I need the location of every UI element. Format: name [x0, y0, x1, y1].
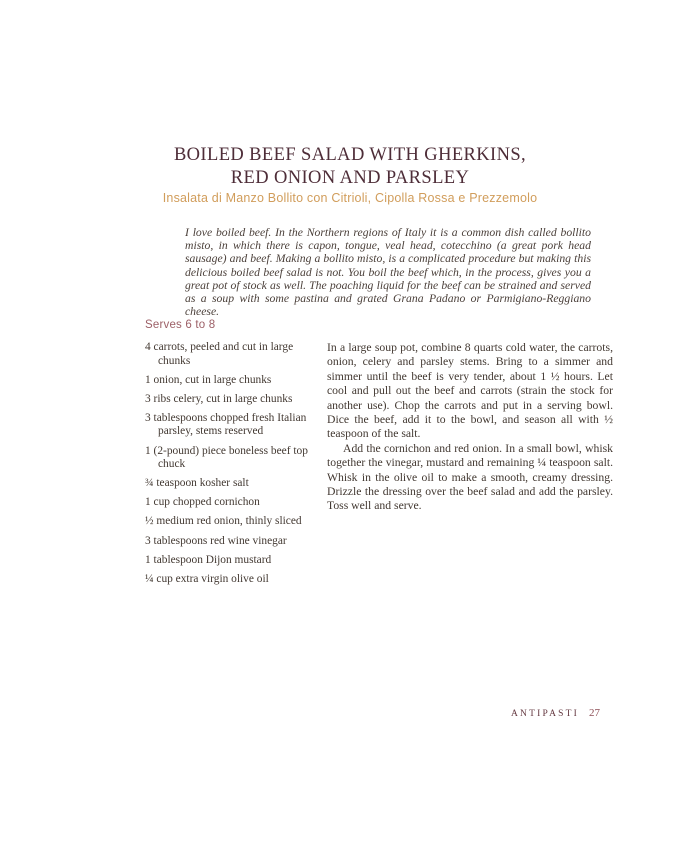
- ingredient-item: 3 tablespoons chopped fresh Italian parsley, stems reserved: [145, 411, 307, 438]
- ingredient-item: 1 (2-pound) piece boneless beef top chuck: [145, 444, 308, 471]
- footer-page-number: 27: [589, 707, 600, 719]
- ingredient-item: ½ medium red onion, thinly sliced: [145, 515, 302, 528]
- footer-section-label: ANTIPASTI: [510, 709, 579, 719]
- ingredient-item: 3 ribs celery, cut in large chunks: [145, 392, 293, 405]
- ingredient-item: 1 tablespoon Dijon mustard: [145, 553, 272, 566]
- instruction-paragraph: In a large soup pot, combine 8 quarts cold water, the carrots, onion, celery and parsley stems. Bring to a simmer and simmer until the beef is very tender, about 1 ½ hours. Let cool and pull out the beef and carrots (strain the stock for another use). Chop the carrots and put in a serving bowl. Dice the beef, add it to the bowl, and season all with ½ teaspoon of the salt.: [327, 341, 613, 441]
- recipe-title-line-1: BOILED BEEF SALAD WITH GHERKINS,: [173, 145, 527, 165]
- ingredient-item: 1 onion, cut in large chunks: [145, 373, 272, 386]
- recipe-title: [0, 144, 700, 190]
- ingredient-item: 3 tablespoons red wine vinegar: [145, 534, 287, 547]
- serves-label: Serves 6 to 8: [145, 319, 216, 331]
- ingredient-item: ¼ cup extra virgin olive oil: [145, 572, 269, 585]
- recipe-subtitle-italian: Insalata di Manzo Bollito con Citrioli, Cipolla Rossa e Prezzemolo: [162, 191, 538, 205]
- ingredient-item: ¾ teaspoon kosher salt: [145, 477, 249, 490]
- page-footer: [511, 707, 600, 719]
- instructions-column: [327, 341, 613, 514]
- instruction-paragraph: Add the cornichon and red onion. In a small bowl, whisk together the vinegar, mustard and remaining ¼ teaspoon salt. Whisk in the olive oil to make a smooth, creamy dressing. Drizzle the dressing over the beef salad and add the parsley. Toss well and serve.: [327, 441, 613, 513]
- ingredient-item: 1 cup chopped cornichon: [145, 496, 260, 509]
- ingredients-list: [145, 341, 323, 592]
- ingredient-item: 4 carrots, peeled and cut in large chunks: [145, 341, 294, 367]
- recipe-title-line-2: RED ONION AND PARSLEY: [230, 168, 470, 188]
- recipe-intro-paragraph: I love boiled beef. In the Northern regions of Italy it is a common dish called bollito misto, in which there is capon, tongue, veal head, cotecchino (a great pork head sausage) and beef. Making a bollito misto, is a complicated procedure but making this delicious boiled beef salad is not. You boil the beef which, in the process, gives you a great pot of stock as well. The poaching liquid for the beef can be strained and served as a soup with some pastina and grated Grana Padano or Parmigiano-Reggiano cheese.: [185, 226, 591, 319]
